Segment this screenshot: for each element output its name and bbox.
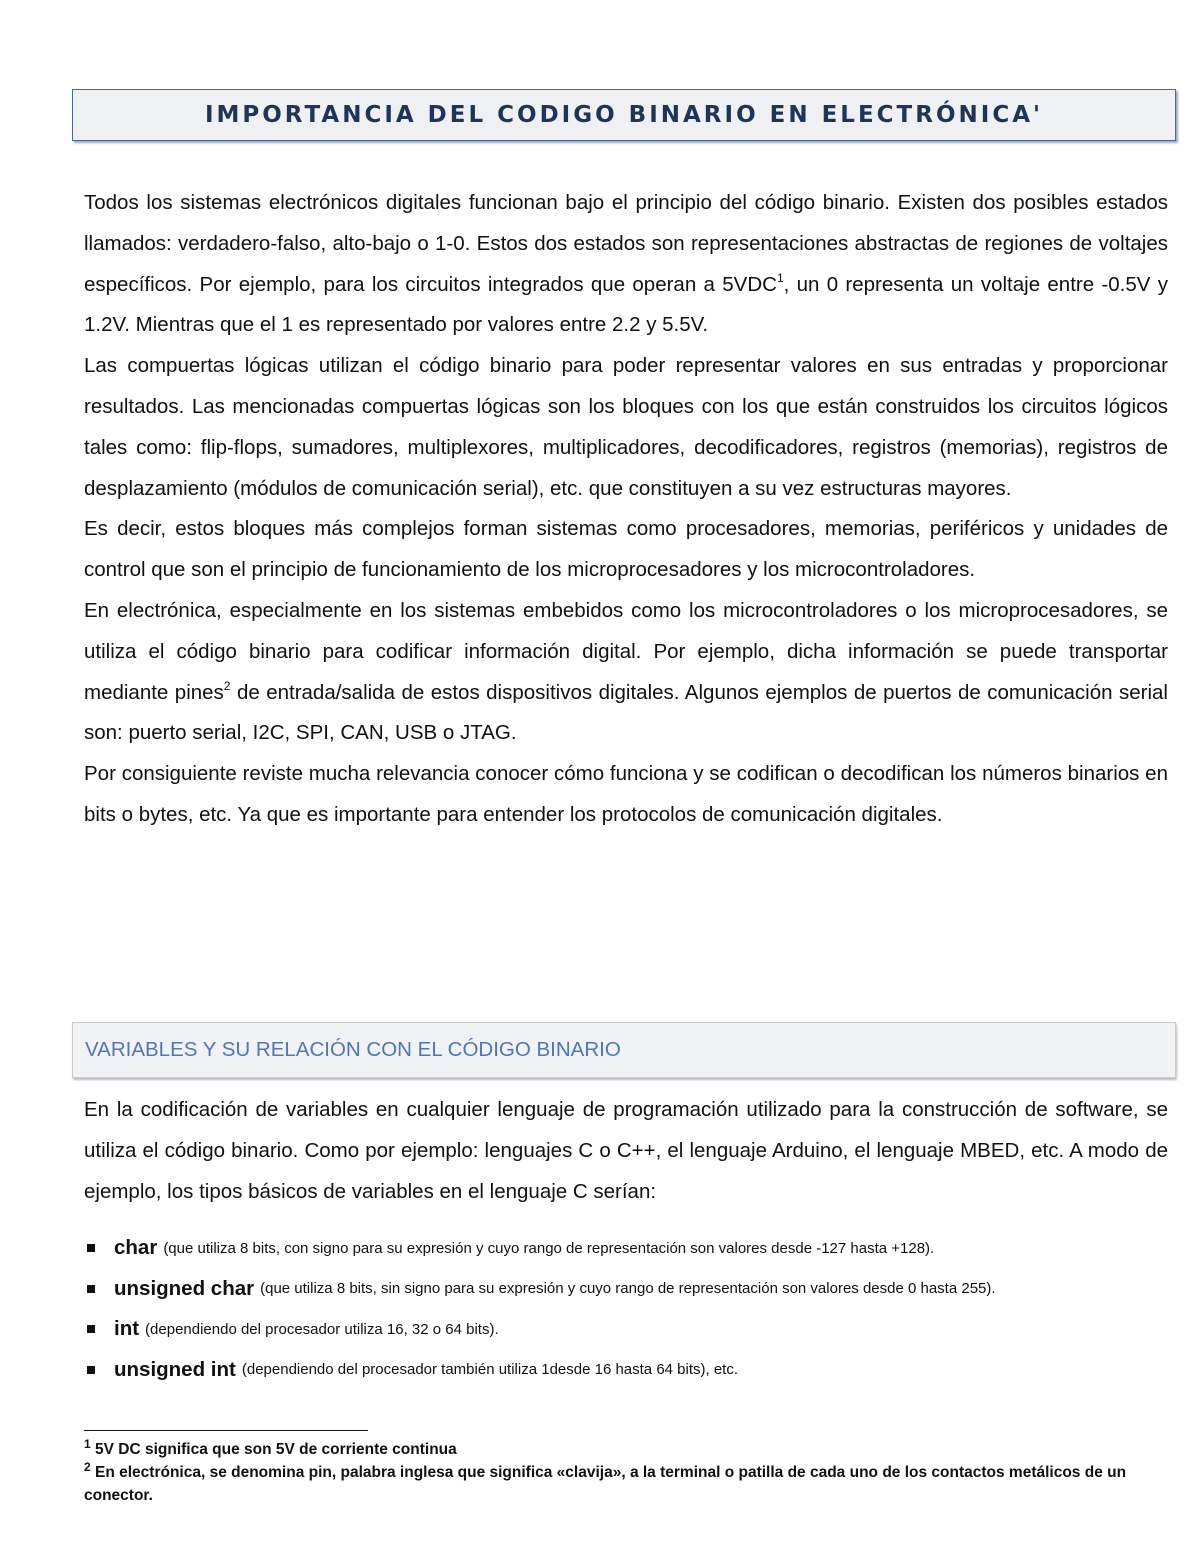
list-item-description: (que utiliza 8 bits, con signo para su expresión y cuyo rango de representación son valores desde -127 hasta +128). — [163, 1239, 935, 1257]
list-item-term: unsigned char — [114, 1276, 255, 1300]
footnote-ref-1[interactable]: 1 — [776, 270, 784, 285]
paragraph-5: Por consiguiente reviste mucha relevancia conocer cómo funciona y se codifican o decodifican los números binarios en bits o bytes, etc. Ya que es importante para entender los protocolos de comunicación digitales. — [84, 762, 1168, 826]
page-title: IMPORTANCIA DEL CODIGO BINARIO EN ELECTRÓNICA' — [204, 102, 1044, 128]
body-text — [84, 183, 1168, 836]
square-bullet-icon — [87, 1244, 95, 1252]
paragraph-4 — [84, 591, 1168, 754]
list-item — [84, 1228, 1174, 1269]
footnote-1 — [84, 1438, 1168, 1461]
square-bullet-icon — [87, 1285, 95, 1293]
footnote-2 — [84, 1461, 1168, 1507]
footnote-separator — [84, 1430, 368, 1431]
footnote-number: 2 — [84, 1460, 91, 1474]
paragraph-1 — [84, 183, 1168, 346]
paragraph-1-text-b: , un 0 representa un voltaje entre -0.5V y 1.2V. Mientras que el 1 es representado por valores entre 2.2 y 5.5V. — [84, 272, 1168, 337]
paragraph-2: Las compuertas lógicas utilizan el código binario para poder representar valores en sus entradas y proporcionar resultados. Las mencionadas compuertas lógicas son los bloques con los que están construidos los circuitos lógicos tales como: flip-flops, sumadores, multiplexores, multiplicadores, decodificadores, registros (memorias), registros de desplazamiento (módulos de comunicación serial), etc. que constituyen a su vez estructuras mayores. — [84, 354, 1168, 500]
square-bullet-icon — [87, 1366, 95, 1374]
list-item — [84, 1269, 1174, 1310]
paragraph-4-text-a: En electrónica, especialmente en los sistemas embebidos como los microcontroladores o los microprocesadores, se utiliza el código binario para codificar información digital. Por ejemplo, dicha información se puede transportar mediante pines — [84, 598, 1168, 704]
footnote-text: 5V DC significa que son 5V de corriente continua — [95, 1441, 457, 1458]
section-heading-box — [72, 1022, 1176, 1078]
footnote-ref-2[interactable]: 2 — [223, 678, 231, 693]
list-item-term: char — [114, 1236, 158, 1260]
footnote-text: En electrónica, se denomina pin, palabra inglesa que significa «clavija», a la terminal o patilla de cada uno de los contactos metálicos de un conector. — [84, 1464, 1127, 1504]
list-item-description: (que utiliza 8 bits, sin signo para su expresión y cuyo rango de representación son valores desde 0 hasta 255). — [260, 1280, 996, 1298]
list-item — [84, 1350, 1174, 1391]
title-box — [72, 89, 1176, 141]
list-item-description: (dependiendo del procesador también utiliza 1desde 16 hasta 64 bits), etc. — [241, 1361, 739, 1379]
footnote-number: 1 — [84, 1437, 91, 1451]
paragraph-3: Es decir, estos bloques más complejos forman sistemas como procesadores, memorias, periféricos y unidades de control que son el principio de funcionamiento de los microprocesadores y los microcontroladores. — [84, 517, 1168, 582]
list-item-description: (dependiendo del procesador utiliza 16, 32 o 64 bits). — [145, 1320, 499, 1338]
variable-types-list — [84, 1228, 1174, 1390]
list-item-term: int — [114, 1317, 140, 1341]
list-item — [84, 1309, 1174, 1350]
section-paragraph: En la codificación de variables en cualquier lenguaje de programación utilizado para la construcción de software, se utiliza el código binario. Como por ejemplo: lenguajes C o C++, el lenguaje Arduino, el lenguaje MBED, etc. A modo de ejemplo, los tipos básicos de variables en el lenguaje C serían: — [84, 1098, 1168, 1203]
list-item-term: unsigned int — [114, 1357, 236, 1381]
paragraph-1-text-a: Todos los sistemas electrónicos digitales funcionan bajo el principio del código binario. Existen dos posibles estados llamados: verdadero-falso, alto-bajo o 1-0. Estos dos estados son representaciones abstractas de regiones de voltajes específicos. Por ejemplo, para los circuitos integrados que operan a 5VDC — [84, 191, 1168, 296]
square-bullet-icon — [87, 1325, 95, 1333]
section-heading: VARIABLES Y SU RELACIÓN CON EL CÓDIGO BINARIO — [85, 1038, 621, 1061]
footnotes — [84, 1438, 1168, 1507]
paragraph-4-text-b: de entrada/salida de estos dispositivos digitales. Algunos ejemplos de puertos de comunicación serial son: puerto serial, I2C, SPI, CAN, USB o JTAG. — [84, 680, 1168, 745]
